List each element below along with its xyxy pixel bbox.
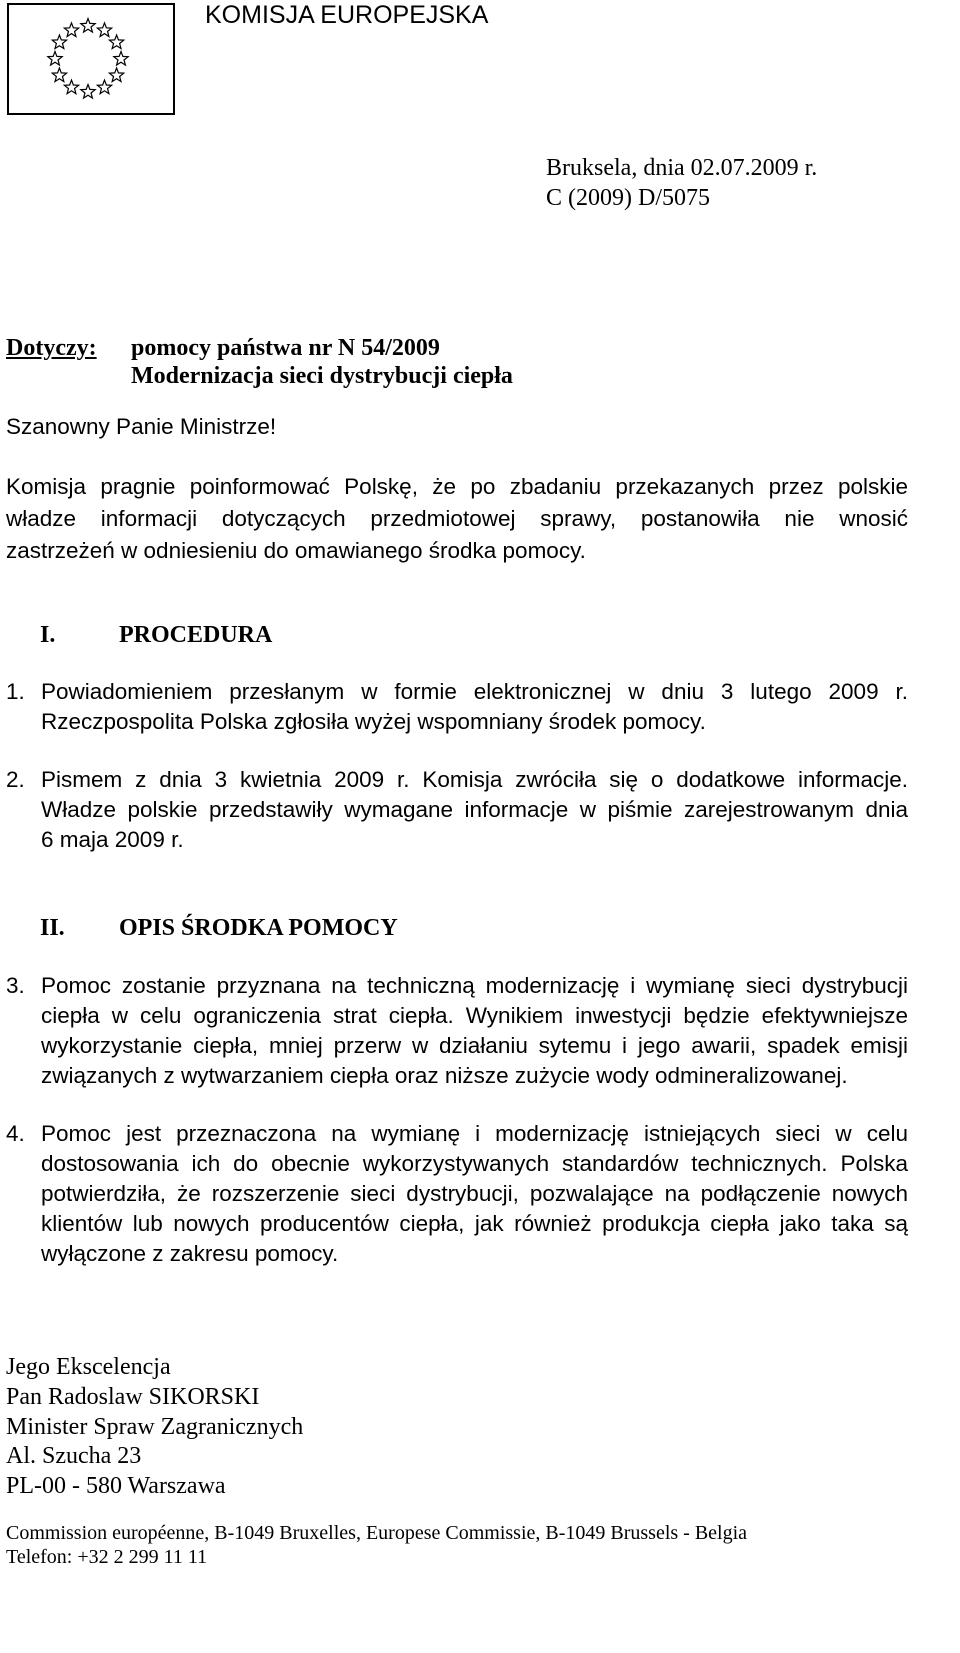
footer-address: Commission européenne, B-1049 Bruxelles, Europese Commissie, B-1049 Brussels - Belgia: [6, 1522, 748, 1544]
addressee-line-2: Pan Radoslaw SIKORSKI: [6, 1384, 260, 1410]
addressee-line-5: PL-00 - 580 Warszawa: [6, 1473, 226, 1499]
eu-logo: [7, 3, 175, 115]
section-2-title: OPIS ŚRODKA POMOCY: [119, 915, 398, 941]
star-icon: [97, 80, 111, 94]
star-icon: [52, 35, 66, 49]
paragraph-3-number: 3.: [6, 973, 25, 998]
star-icon: [97, 23, 111, 37]
section-2-number: II.: [40, 915, 65, 941]
subject-label: Dotyczy:: [6, 335, 97, 361]
paragraph-4-line-5: wyłączone z zakresu pomocy.: [41, 1241, 339, 1266]
paragraph-3-line-4: związanych z wytwarzaniem ciepła oraz niższe zużycie wody odmineralizowanej.: [41, 1063, 848, 1088]
intro-line-3: zastrzeżeń w odniesieniu do omawianego środka pomocy.: [6, 538, 586, 563]
section-1-title: PROCEDURA: [119, 622, 273, 648]
star-icon: [109, 68, 123, 82]
reference-number: C (2009) D/5075: [546, 185, 710, 211]
paragraph-1-number: 1.: [6, 679, 25, 704]
paragraph-3-line-2: ciepła w celu ograniczenia strat ciepła. Wynikiem inwestycji będzie efektywniejsze: [41, 1003, 908, 1028]
paragraph-4-line-4: klientów lub nowych producentów ciepła, jak również produkcja ciepła jako taka są: [41, 1211, 908, 1236]
eu-stars-emblem-icon: [9, 5, 173, 113]
addressee-line-4: Al. Szucha 23: [6, 1443, 142, 1469]
intro-line-2: władze informacji dotyczących przedmiotowej sprawy, postanowiła nie wnosić: [6, 506, 908, 531]
star-icon: [64, 23, 78, 37]
paragraph-1: [41, 677, 908, 737]
star-icon: [48, 52, 62, 66]
intro-paragraph: [6, 472, 908, 566]
addressee-line-1: Jego Ekscelencja: [6, 1354, 171, 1380]
subject-line-1: pomocy państwa nr N 54/2009: [131, 335, 440, 361]
star-icon: [81, 19, 95, 33]
addressee-line-3: Minister Spraw Zagranicznych: [6, 1414, 304, 1440]
paragraph-2: [41, 765, 908, 855]
paragraph-4-number: 4.: [6, 1121, 25, 1146]
paragraph-3-line-3: wykorzystanie ciepła, mniej przerw w działaniu sytemu i jego awarii, spadek emisji: [41, 1033, 908, 1058]
organization-name: KOMISJA EUROPEJSKA: [205, 1, 489, 29]
paragraph-2-line-2: Władze polskie przedstawiły wymagane informacje w piśmie zarejestrowanym dnia: [41, 797, 908, 822]
paragraph-4-line-1: Pomoc jest przeznaczona na wymianę i modernizację istniejących sieci w celu: [41, 1121, 908, 1146]
star-icon: [81, 85, 95, 99]
salutation: Szanowny Panie Ministrze!: [6, 414, 277, 439]
section-1-number: I.: [40, 622, 56, 648]
place-date: Bruksela, dnia 02.07.2009 r.: [546, 155, 818, 181]
star-icon: [109, 35, 123, 49]
paragraph-4: [41, 1119, 908, 1269]
footer-phone: Telefon: +32 2 299 11 11: [6, 1546, 208, 1568]
paragraph-4-line-3: potwierdziła, że rozszerzenie sieci dystrybucji, pozwalające na podłączenie nowych: [41, 1181, 908, 1206]
paragraph-2-number: 2.: [6, 767, 25, 792]
star-icon: [52, 68, 66, 82]
paragraph-2-line-3: 6 maja 2009 r.: [41, 827, 184, 852]
subject-line-2: Modernizacja sieci dystrybucji ciepła: [131, 363, 513, 389]
star-icon: [114, 52, 128, 66]
paragraph-4-line-2: dostosowania ich do obecnie wykorzystywanych standardów technicznych. Polska: [41, 1151, 908, 1176]
paragraph-1-line-2: Rzeczpospolita Polska zgłosiła wyżej wspomniany środek pomocy.: [41, 709, 706, 734]
paragraph-3-line-1: Pomoc zostanie przyznana na techniczną modernizację i wymianę sieci dystrybucji: [41, 973, 908, 998]
paragraph-2-line-1: Pismem z dnia 3 kwietnia 2009 r. Komisja zwróciła się o dodatkowe informacje.: [41, 767, 908, 792]
intro-line-1: Komisja pragnie poinformować Polskę, że po zbadaniu przekazanych przez polskie: [6, 474, 908, 499]
paragraph-1-line-1: Powiadomieniem przesłanym w formie elektronicznej w dniu 3 lutego 2009 r.: [41, 679, 908, 704]
star-icon: [64, 80, 78, 94]
paragraph-3: [41, 971, 908, 1091]
